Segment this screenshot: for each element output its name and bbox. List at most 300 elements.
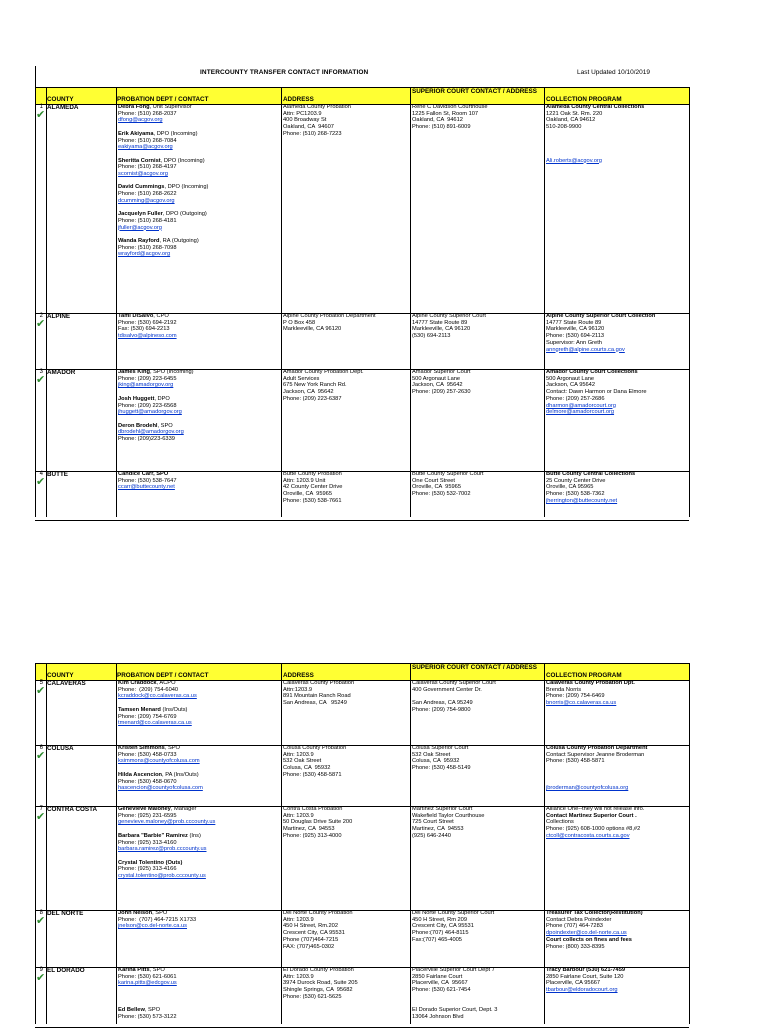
cell-line xyxy=(118,104,252,111)
cell-line xyxy=(412,1014,546,1021)
probation-address xyxy=(283,910,417,966)
email-link[interactable]: karina.pitts@edcgov.us xyxy=(118,980,177,987)
checkmark-icon: ✔ xyxy=(36,318,46,330)
cell-text: (Ins/Outs) xyxy=(160,706,188,713)
cell-line xyxy=(412,104,546,111)
cell-text: Phone: (530) 538-7647 xyxy=(118,477,177,484)
cell-line xyxy=(118,967,252,974)
cell-text: Alameda County Probation xyxy=(283,104,351,110)
cell-text: Attn: PC1203.9 xyxy=(283,110,322,117)
county-name: ALPINE xyxy=(47,313,71,320)
cell-text: , DPO xyxy=(154,395,170,402)
checkmark-icon: ✔ xyxy=(36,972,46,984)
cell-line xyxy=(546,144,680,151)
cell-line xyxy=(546,944,680,951)
cell-line xyxy=(118,860,252,867)
collection-program xyxy=(546,313,680,368)
probation-contact xyxy=(118,369,252,470)
email-link[interactable]: hascencion@countyofcolusa.com xyxy=(118,785,203,792)
cell-text: Phone: (530) 458-5149 xyxy=(412,765,471,772)
checkmark-icon: ✔ xyxy=(36,374,46,386)
court-header: SUPERIOR COURT CONTACT / ADDRESS xyxy=(412,88,537,95)
cell-text: Karina Pitts xyxy=(118,967,150,973)
cell-line xyxy=(118,423,252,430)
cell-line xyxy=(412,389,546,396)
cell-text: Phone: (530) 621-5625 xyxy=(283,993,342,1000)
email-link[interactable]: tbarbour@eldoradocourt.org xyxy=(546,987,618,994)
cell-text: Phone: (530) 621-6061 xyxy=(118,973,177,980)
cell-line xyxy=(118,198,252,205)
row-number: 7 xyxy=(39,806,43,812)
cell-line xyxy=(118,680,252,687)
cell-text: Phone: (510) 268-4181 xyxy=(118,217,177,224)
cell-line xyxy=(118,144,252,151)
cell-line xyxy=(283,700,417,707)
cell-text: Colusa County Probation xyxy=(283,745,347,751)
cell-line xyxy=(412,910,546,917)
checkmark-icon: ✔ xyxy=(36,109,46,121)
cell-text: Del Norte County Superior Court xyxy=(412,910,495,916)
county-name: COLUSA xyxy=(47,745,74,752)
cell-line xyxy=(546,700,680,707)
cell-line xyxy=(546,498,680,505)
cell-line xyxy=(118,436,252,443)
row-number: 4 xyxy=(39,471,43,477)
cell-line xyxy=(412,813,546,820)
cell-line xyxy=(546,313,680,320)
cell-line xyxy=(118,765,252,772)
cell-line xyxy=(283,758,417,765)
cell-text: Martinez, CA 94553 xyxy=(283,826,335,833)
cell-text: Crystal Tolentino (Outs) xyxy=(118,859,183,866)
cell-text: Markleeville, CA 96120 xyxy=(412,326,471,333)
cell-text: , Unit Supervisor xyxy=(149,104,192,110)
cell-text: Colusa, CA 95932 xyxy=(283,765,331,772)
cell-line xyxy=(412,478,546,485)
cell-line xyxy=(412,917,546,924)
email-link[interactable]: ctcoll@contracosta.courts.ca.gov xyxy=(546,832,630,839)
cell-line xyxy=(283,478,417,485)
cell-line xyxy=(118,994,252,1001)
email-link[interactable]: jbroderman@countyofcolusa.org xyxy=(546,785,629,792)
cell-text: Phone: (209) 754-6769 xyxy=(118,713,177,720)
cell-text: Amador Superior Court xyxy=(412,369,471,375)
cell-line xyxy=(118,238,252,245)
court-contact xyxy=(412,745,546,805)
probation-header: PROBATION DEPT / CONTACT xyxy=(117,96,209,103)
cell-line xyxy=(546,937,680,944)
cell-line xyxy=(118,131,252,138)
cell-line xyxy=(546,396,680,403)
cell-line xyxy=(118,245,252,252)
cell-text: 675 New York Ranch Rd. xyxy=(283,382,347,389)
cell-text: Amador County Court Collections xyxy=(546,369,638,375)
column-divider xyxy=(689,663,690,1024)
email-link[interactable]: dpoindexter@co.del-norte.ca.us xyxy=(546,930,627,937)
cell-line xyxy=(118,396,252,403)
court-contact xyxy=(412,910,546,966)
cell-line xyxy=(546,376,680,383)
cell-text: Alpine County Probation Department xyxy=(283,313,376,319)
checkmark-icon: ✔ xyxy=(36,915,46,927)
probation-address xyxy=(283,313,417,368)
row-number: 3 xyxy=(39,369,43,375)
court-contact xyxy=(412,680,546,744)
collection-program xyxy=(546,967,680,1026)
cell-line xyxy=(283,813,417,820)
cell-text: 725 Court Street xyxy=(412,819,454,826)
column-divider xyxy=(116,87,117,517)
cell-text: Ed Bellew xyxy=(118,1007,145,1014)
cell-line xyxy=(546,680,680,687)
cell-line xyxy=(118,833,252,840)
probation-contact xyxy=(118,745,252,805)
email-link[interactable]: dcumming@acgov.org xyxy=(118,197,175,204)
cell-line xyxy=(546,745,680,752)
cell-line xyxy=(283,376,417,383)
cell-line xyxy=(546,326,680,333)
cell-line xyxy=(283,772,417,779)
cell-line xyxy=(546,758,680,765)
cell-text: , SPO xyxy=(152,910,168,916)
cell-line xyxy=(118,806,252,813)
email-link[interactable]: dfong@acgov.org xyxy=(118,117,163,124)
cell-line xyxy=(118,785,252,792)
cell-text: 532 Oak Street xyxy=(412,751,451,758)
cell-line xyxy=(283,687,417,694)
cell-text: Treasurer Tax Collector(Restitution) xyxy=(546,910,643,916)
column-divider xyxy=(35,663,36,1024)
cell-line xyxy=(118,164,252,171)
collection-program xyxy=(546,471,680,519)
cell-text: Phone: (209)223-6339 xyxy=(118,436,175,443)
email-link[interactable]: tmenard@co.calaveras.ca.us xyxy=(118,720,192,727)
email-link[interactable]: jherrington@buttecounty.net xyxy=(546,497,618,504)
cell-text: 3974 Durock Road, Suite 205 xyxy=(283,980,358,987)
cell-text: Attn: 1203.9 xyxy=(283,751,314,758)
cell-text: Rene C Davidson Courthouse xyxy=(412,104,488,110)
county-header: COUNTY xyxy=(47,672,74,679)
cell-text: Butte County Probation xyxy=(283,471,342,477)
cell-text: Attn: 1203.9 xyxy=(283,916,314,923)
county-name: DEL NORTE xyxy=(47,910,84,917)
cell-text: El Dorado County Probation xyxy=(283,967,354,973)
page-title: INTERCOUNTY TRANSFER CONTACT INFORMATION xyxy=(200,69,369,76)
checkmark-icon: ✔ xyxy=(36,476,46,488)
cell-line xyxy=(118,251,252,258)
cell-line xyxy=(546,765,680,772)
cell-line xyxy=(546,369,680,376)
cell-text: John Nelson xyxy=(118,910,153,916)
cell-text: Candice Carr, SPO xyxy=(118,471,169,477)
email-link[interactable]: jhuggett@amadorgov.org xyxy=(118,409,182,416)
cell-line xyxy=(283,382,417,389)
cell-line xyxy=(283,833,417,840)
row-number: 9 xyxy=(39,967,43,973)
email-link[interactable]: anngreth@alpine.courts.ca.gov xyxy=(546,346,625,353)
cell-line xyxy=(118,693,252,700)
county-name: BUTTE xyxy=(47,471,68,478)
cell-text: Phone: (800) 333-8395 xyxy=(546,943,605,950)
cell-line xyxy=(283,806,417,813)
cell-text: 1221 Oak St. Rm. 220 xyxy=(546,110,603,117)
cell-line xyxy=(118,745,252,752)
cell-text: Oakland, CA 94612 xyxy=(412,117,463,124)
cell-text: Martinez Superior Court xyxy=(412,806,473,812)
email-link[interactable]: ccarr@buttecounty.net xyxy=(118,484,175,491)
collection-header: COLLECTION PROGRAM xyxy=(546,672,622,679)
cell-line xyxy=(412,471,546,478)
cell-text: Court collects on fines and fees xyxy=(546,936,632,943)
email-link[interactable]: kcraddock@co.calaveras.ca.us xyxy=(118,693,197,700)
cell-line xyxy=(283,987,417,994)
cell-line xyxy=(546,752,680,759)
email-link[interactable]: ksimmons@countyofcolusa.com xyxy=(118,758,200,765)
cell-text: (Ins) xyxy=(187,832,201,839)
probation-address xyxy=(283,680,417,744)
cell-line xyxy=(118,923,252,930)
cell-line xyxy=(546,131,680,138)
cell-text: 891 Mountain Ranch Road xyxy=(283,693,351,700)
cell-line xyxy=(118,138,252,145)
cell-line xyxy=(546,333,680,340)
cell-text: Jackson, CA 95642 xyxy=(412,382,463,389)
cell-text: , SPO xyxy=(164,745,180,751)
cell-line xyxy=(546,117,680,124)
email-link[interactable]: eakiyama@acgov.org xyxy=(118,144,173,151)
cell-line xyxy=(283,693,417,700)
cell-line xyxy=(283,484,417,491)
cell-text: 450 H Street, Rm 209 xyxy=(412,916,468,923)
row-number: 1 xyxy=(39,104,43,110)
probation-address xyxy=(283,745,417,805)
cell-line xyxy=(118,840,252,847)
cell-text: Supervisor: Ann Greth xyxy=(546,339,602,346)
cell-line xyxy=(412,765,546,772)
cell-text: Placerville, CA 95667 xyxy=(412,980,468,987)
cell-text: San Andreas, CA 95249 xyxy=(412,700,473,707)
collection-program xyxy=(546,369,680,470)
email-link[interactable]: barbara.ramirez@prob.cccounty.us xyxy=(118,846,207,853)
cell-line xyxy=(546,930,680,937)
cell-line xyxy=(118,1001,252,1008)
email-link[interactable]: wrayford@acgov.org xyxy=(118,251,171,258)
cell-line xyxy=(118,707,252,714)
cell-text: Phone: (530) 538-7661 xyxy=(283,497,342,504)
row-number: 5 xyxy=(39,680,43,686)
cell-line xyxy=(283,826,417,833)
cell-line xyxy=(118,873,252,880)
cell-line xyxy=(546,687,680,694)
cell-text: Adult Services xyxy=(283,375,320,382)
cell-text: James King xyxy=(118,369,150,375)
probation-contact xyxy=(118,104,252,312)
probation-address xyxy=(283,806,417,909)
cell-text: Contact Debra Poindexter xyxy=(546,916,612,923)
cell-text: Phone: (530) 694-2192 xyxy=(118,319,177,326)
cell-line xyxy=(283,491,417,498)
cell-line xyxy=(118,178,252,185)
county-name: EL DORADO xyxy=(47,967,85,974)
cell-line xyxy=(546,806,680,813)
cell-line xyxy=(412,111,546,118)
checkmark-icon: ✔ xyxy=(36,811,46,823)
county-name: CONTRA COSTA xyxy=(47,806,98,813)
cell-text: Placerville, CA 95667 xyxy=(546,980,601,987)
cell-text: Markleeville, CA 96120 xyxy=(546,326,605,333)
email-link[interactable]: dbrodehl@amadorgov.org xyxy=(118,429,184,436)
cell-line xyxy=(118,211,252,218)
row-number: 2 xyxy=(39,313,43,319)
cell-text: Crescent City, CA 95531 xyxy=(283,930,345,937)
email-link[interactable]: bnorris@co.calaveras.ca.us xyxy=(546,700,617,707)
cell-text: 450 H Street, Rm.202 xyxy=(283,923,339,930)
cell-text: 2850 Fairlane Court xyxy=(412,973,463,980)
checkmark-icon: ✔ xyxy=(36,750,46,762)
cell-text: Alliance One--they will not release info. xyxy=(546,806,645,812)
cell-text: Phone (707)464-7215 xyxy=(283,936,339,943)
cell-line xyxy=(283,980,417,987)
cell-text: Colusa County Probation Department xyxy=(546,745,648,751)
cell-line xyxy=(546,409,680,416)
county-name: AMADOR xyxy=(47,369,76,376)
cell-text: (530) 694-2113 xyxy=(412,333,451,340)
cell-line xyxy=(412,752,546,759)
cell-line xyxy=(118,205,252,212)
email-link[interactable]: jking@amadorgov.org xyxy=(118,382,174,389)
cell-line xyxy=(118,369,252,376)
cell-text: Attn:1203.9 xyxy=(283,686,313,693)
cell-line xyxy=(118,917,252,924)
cell-text: FAX: (707)465-0302 xyxy=(283,943,335,950)
cell-text: , ACPO xyxy=(156,680,176,686)
row-number: 8 xyxy=(39,910,43,916)
cell-text: 14777 State Route 89 xyxy=(412,319,468,326)
cell-text: Phone: (925) 313-4166 xyxy=(118,866,177,873)
cell-line xyxy=(412,117,546,124)
email-link[interactable]: scornist@acgov.org xyxy=(118,171,168,178)
cell-line xyxy=(118,382,252,389)
cell-line xyxy=(118,403,252,410)
cell-text: Colusa Superior Court xyxy=(412,745,469,751)
cell-line xyxy=(118,313,252,320)
cell-text: Shingle Springs, CA 95682 xyxy=(283,987,353,994)
address-header: ADDRESS xyxy=(283,96,314,103)
cell-line xyxy=(412,967,546,974)
email-link[interactable]: crystal.tolentino@prob.cccounty.us xyxy=(118,873,206,880)
cell-line xyxy=(546,478,680,485)
email-link[interactable]: delmore@amadorcourt.org xyxy=(546,409,615,416)
cell-line xyxy=(118,124,252,131)
cell-text: Del Norte County Probation xyxy=(283,910,353,916)
column-divider xyxy=(689,87,690,517)
cell-text: Phone: (530) 538-7362 xyxy=(546,491,605,498)
cell-text: Tamsen Menard xyxy=(118,706,161,713)
cell-text: Hilda Ascencion xyxy=(118,771,163,778)
cell-text: , DPO (Incoming) xyxy=(160,157,205,164)
cell-line xyxy=(412,806,546,813)
cell-line xyxy=(118,320,252,327)
cell-text: 14777 State Route 89 xyxy=(546,319,602,326)
email-link[interactable]: jnelson@co.del-norte.ca.us xyxy=(118,923,188,930)
cell-line xyxy=(283,937,417,944)
cell-text: 532 Oak Street xyxy=(283,758,322,765)
cell-text: Fax: (530) 694-2213 xyxy=(118,326,170,333)
probation-header: PROBATION DEPT / CONTACT xyxy=(117,672,209,679)
cell-line xyxy=(118,974,252,981)
cell-line xyxy=(283,131,417,138)
cell-line xyxy=(546,151,680,158)
cell-line xyxy=(283,369,417,376)
cell-line xyxy=(118,191,252,198)
cell-line xyxy=(283,396,417,403)
cell-line xyxy=(412,994,546,1001)
cell-text: Placerville Superior Court Dept 7 xyxy=(412,967,495,973)
cell-line xyxy=(118,866,252,873)
cell-text: , SPO xyxy=(149,967,165,973)
cell-line xyxy=(283,680,417,687)
cell-line xyxy=(118,484,252,491)
cell-text: Calaveras County Superior Court xyxy=(412,680,496,686)
cell-text: Erik Akiyama xyxy=(118,130,154,137)
email-link[interactable]: jfuller@acgov.org xyxy=(118,224,162,231)
cell-text: 510-208-9900 xyxy=(546,124,582,131)
cell-line xyxy=(546,347,680,354)
row-number: 6 xyxy=(39,745,43,751)
email-link[interactable]: Ali.roberts@acgov.org xyxy=(546,157,602,164)
cell-line xyxy=(412,313,546,320)
cell-text: Butte County Superior Court xyxy=(412,471,484,477)
cell-line xyxy=(412,484,546,491)
cell-line xyxy=(118,376,252,383)
cell-text: Phone: (209) 223-6568 xyxy=(118,402,177,409)
column-divider xyxy=(35,66,36,517)
cell-text: Kristen Simmons xyxy=(118,745,165,751)
cell-line xyxy=(118,218,252,225)
email-link[interactable]: dharmon@amadorcourt.org xyxy=(546,402,616,409)
cell-text: (925) 646-2440 xyxy=(412,832,451,839)
checkmark-icon: ✔ xyxy=(36,685,46,697)
cell-line xyxy=(412,680,546,687)
county-name: CALAVERAS xyxy=(47,680,86,687)
cell-line xyxy=(283,320,417,327)
cell-line xyxy=(118,171,252,178)
cell-text: Attn: 1203.9 xyxy=(283,812,314,819)
cell-line xyxy=(412,693,546,700)
cell-line xyxy=(412,833,546,840)
collection-program xyxy=(546,806,680,909)
cell-text: Phone: (925) 608-1000 options #8,#2 xyxy=(546,826,641,833)
email-link[interactable]: tdisalvo@alpineso.com xyxy=(118,333,177,340)
cell-line xyxy=(546,813,680,820)
cell-line xyxy=(546,403,680,410)
cell-line xyxy=(546,987,680,994)
email-link[interactable]: genevieve.maloney@prob.cccounty.us xyxy=(118,819,216,826)
cell-text: Contact Martinez Superior Court . xyxy=(546,812,637,819)
cell-text: Contact Supervisor Jeanne Broderman xyxy=(546,751,645,758)
cell-line xyxy=(412,987,546,994)
cell-line xyxy=(412,923,546,930)
cell-line xyxy=(546,980,680,987)
cell-line xyxy=(283,111,417,118)
cell-line xyxy=(412,687,546,694)
address-header: ADDRESS xyxy=(283,672,314,679)
cell-text: , DPO (Incoming) xyxy=(153,130,198,137)
cell-line xyxy=(412,974,546,981)
cell-text: 400 Government Center Dr. xyxy=(412,686,482,693)
cell-text: Contra Costa Probation xyxy=(283,806,343,812)
cell-text: Phone:(707) 464-8115 xyxy=(412,930,469,937)
